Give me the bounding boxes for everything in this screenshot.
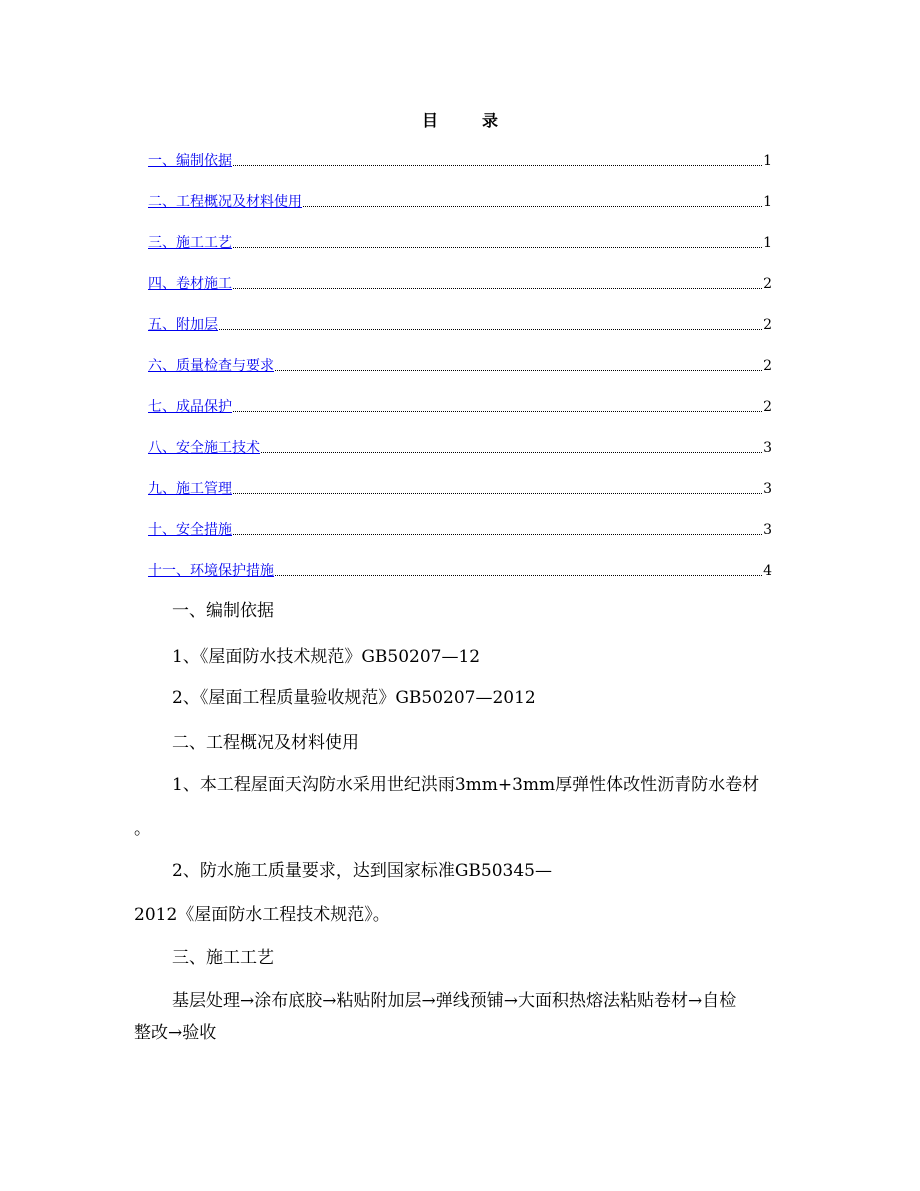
paragraph: 2、《屋面工程质量验收规范》GB50207—2012: [172, 688, 536, 708]
toc-title: 目 录: [421, 111, 512, 130]
section-heading: 三、施工工艺: [172, 948, 274, 968]
toc-page-number: 3: [763, 522, 772, 538]
toc-dot-leader: [233, 246, 762, 248]
toc-page-number: 1: [763, 153, 772, 169]
toc-dot-leader: [233, 492, 762, 494]
toc-entry[interactable]: [148, 273, 772, 293]
toc-entry[interactable]: [148, 560, 772, 580]
section-heading: 一、编制依据: [172, 601, 274, 621]
toc-entry[interactable]: [148, 519, 772, 539]
toc-page-number: 3: [763, 481, 772, 497]
toc-dot-leader: [233, 410, 762, 412]
section-heading: 二、工程概况及材料使用: [172, 733, 359, 753]
toc-dot-leader: [261, 451, 762, 453]
toc-entry[interactable]: [148, 478, 772, 498]
toc-entry-link[interactable]: 四、卷材施工: [148, 276, 232, 292]
toc-entry-link[interactable]: 八、安全施工技术: [148, 440, 260, 456]
paragraph-continuation: 。: [134, 819, 151, 839]
toc-dot-leader: [233, 533, 762, 535]
toc-entry[interactable]: [148, 314, 772, 334]
toc-entry[interactable]: [148, 150, 772, 170]
toc-page-number: 3: [763, 440, 772, 456]
toc-entry[interactable]: [148, 232, 772, 252]
toc-dot-leader: [233, 164, 762, 166]
toc-entry[interactable]: [148, 355, 772, 375]
toc-entry-link[interactable]: 十一、环境保护措施: [148, 563, 274, 579]
toc-page-number: 1: [763, 235, 772, 251]
paragraph: 1、《屋面防水技术规范》GB50207—12: [172, 647, 481, 667]
toc-page-number: 2: [763, 276, 772, 292]
toc-entry-link[interactable]: 二、工程概况及材料使用: [148, 194, 302, 210]
toc-entry-link[interactable]: 七、成品保护: [148, 399, 232, 415]
toc-dot-leader: [233, 287, 762, 289]
toc-page-number: 2: [763, 317, 772, 333]
paragraph: 1、本工程屋面天沟防水采用世纪洪雨3mm+3mm厚弹性体改性沥青防水卷材: [172, 775, 760, 795]
toc-entry-link[interactable]: 三、施工工艺: [148, 235, 232, 251]
toc-dot-leader: [303, 205, 762, 207]
toc-page-number: 2: [763, 399, 772, 415]
toc-entry-link[interactable]: 九、施工管理: [148, 481, 232, 497]
toc-dot-leader: [275, 574, 762, 576]
toc-page-number: 4: [763, 563, 772, 579]
toc-entry-link[interactable]: 十、安全措施: [148, 522, 232, 538]
toc-entry[interactable]: [148, 191, 772, 211]
toc-entry-link[interactable]: 五、附加层: [148, 317, 218, 333]
paragraph-continuation: 2012《屋面防水工程技术规范》。: [134, 905, 390, 925]
toc-dot-leader: [219, 328, 762, 330]
toc-dot-leader: [275, 369, 762, 371]
paragraph: 基层处理→涂布底胶→粘贴附加层→弹线预铺→大面积热熔法粘贴卷材→自检: [172, 991, 737, 1011]
toc-entry-link[interactable]: 六、质量检查与要求: [148, 358, 274, 374]
toc-page-number: 1: [763, 194, 772, 210]
toc-entry[interactable]: [148, 437, 772, 457]
toc-page-number: 2: [763, 358, 772, 374]
toc-entry[interactable]: [148, 396, 772, 416]
toc-entry-link[interactable]: 一、编制依据: [148, 153, 232, 169]
paragraph-continuation: 整改→验收: [134, 1023, 217, 1043]
paragraph: 2、防水施工质量要求，达到国家标准GB50345—: [172, 861, 552, 881]
